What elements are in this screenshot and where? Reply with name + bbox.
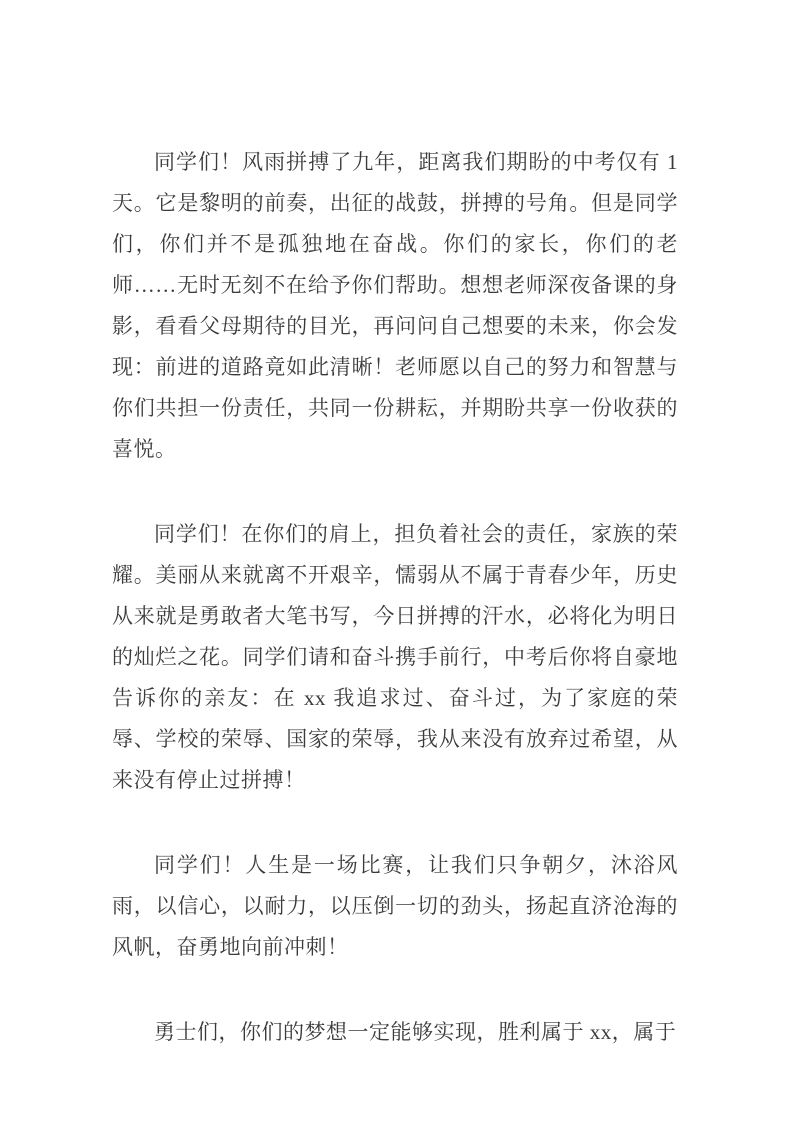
speech-paragraph-3: 同学们！人生是一场比赛，让我们只争朝夕，沐浴风雨，以信心，以耐力，以压倒一切的劲头，扬起直济沧海的风帆，奋勇地向前冲刺！ (112, 853, 678, 959)
speech-paragraph-1: 同学们！风雨拼搏了九年，距离我们期盼的中考仅有 1 天。它是黎明的前奏，出征的战鼓，拼搏的号角。但是同学们，你们并不是孤独地在奋战。你们的家长，你们的老师……无时无刻不在给予你们帮助。想想老师深夜备课的身影，看看父母期待的目光，再问问自己想要的未来，你会发现：前进的道路竟如此清晰！老师愿以自己的努力和智慧与你们共担一份责任，共同一份耕耘，并期盼共享一份收获的喜悦。 (112, 150, 678, 461)
speech-paragraph-4-truncated: 勇士们，你们的梦想一定能够实现，胜利属于 xx，属于 (154, 1020, 677, 1044)
speech-paragraph-2: 同学们！在你们的肩上，担负着社会的责任，家族的荣耀。美丽从来就离不开艰辛，懦弱从不属于青春少年，历史从来就是勇敢者大笔书写，今日拼搏的汗水，必将化为明日的灿烂之花。同学们请和奋斗携手前行，中考后你将自豪地告诉你的亲友：在 xx 我追求过、奋斗过，为了家庭的荣辱、学校的荣辱、国家的荣辱，我从来没有放弃过希望，从来没有停止过拼搏！ (112, 522, 678, 792)
